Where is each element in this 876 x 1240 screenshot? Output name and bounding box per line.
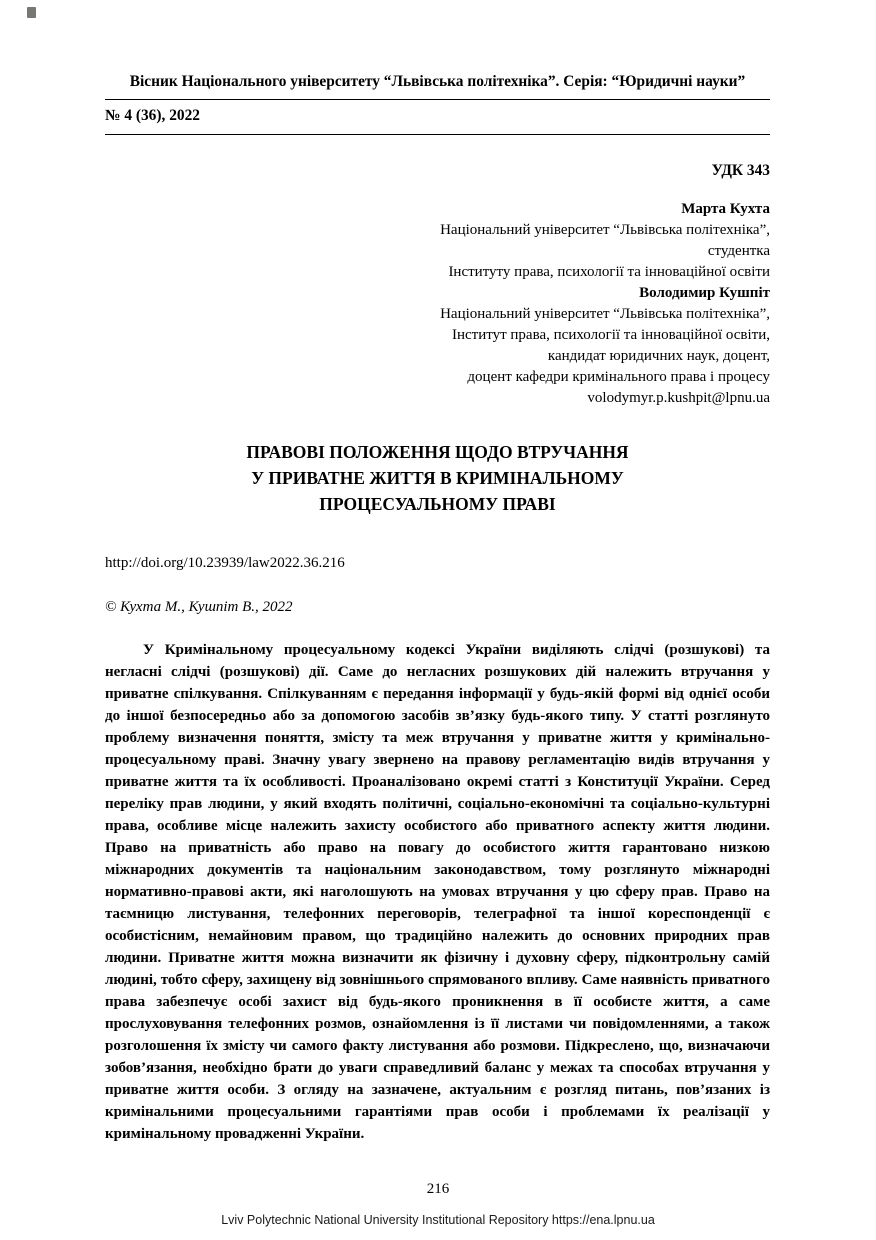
author-email: volodymyr.p.kushpit@lpnu.ua	[587, 390, 770, 406]
journal-header: Вісник Національного університету “Львівська політехніка”. Серія: “Юридичні науки”	[129, 73, 746, 90]
header-rule-bottom	[105, 134, 770, 135]
paper-title-line: ПРОЦЕСУАЛЬНОМУ ПРАВІ	[319, 494, 556, 514]
paper-title-line: У ПРИВАТНЕ ЖИТТЯ В КРИМІНАЛЬНОМУ	[251, 468, 624, 488]
author-affiliation-line: Інститут права, психології та інноваційної освіти,	[451, 327, 770, 343]
author-affiliation-line: доцент кафедри кримінального права і процесу	[467, 369, 770, 385]
repository-footer: Lviv Polytechnic National University Institutional Repository https://ena.lpnu.ua	[221, 1213, 655, 1227]
scan-artifact	[27, 7, 36, 18]
author-affiliation-line: Національний університет “Львівська політехніка”,	[440, 306, 770, 322]
authors-block	[105, 199, 770, 409]
author-affiliation-line: Інституту права, психології та інноваційної освіти	[448, 264, 770, 280]
author-affiliation-line: студентка	[707, 243, 770, 259]
paper-title	[105, 439, 770, 517]
author-name: Марта Кухта	[681, 201, 770, 217]
author-name: Володимир Кушпіт	[639, 285, 770, 301]
author-affiliation-line: Національний університет “Львівська політехніка”,	[440, 222, 770, 238]
udc-code: УДК 343	[711, 162, 770, 179]
page-content	[105, 0, 770, 1145]
author-affiliation-line: кандидат юридичних наук, доцент,	[547, 348, 770, 364]
page-number: 216	[426, 1181, 450, 1197]
paper-title-line: ПРАВОВІ ПОЛОЖЕННЯ ЩОДО ВТРУЧАННЯ	[246, 442, 629, 462]
issue-number: № 4 (36), 2022	[105, 107, 200, 124]
copyright-line: © Кухта М., Кушпіт В., 2022	[105, 599, 293, 615]
doi-text: http://doi.org/10.23939/law2022.36.216	[105, 555, 345, 571]
abstract-paragraph: У Кримінальному процесуальному кодексі України виділяють слідчі (розшукові) та негласні слідчі (розшукові) дії. Саме до негласних розшукових дій належить втручання у приватне спілкування. Спілкуванням є передання інформації у будь-якій формі від однієї особи до іншої безпосередньо або за допомогою засобів зв’язку будь-якого типу. У статті розглянуто проблему визначення поняття, змісту та меж втручання у приватне життя у кримінально-процесуальному праві. Значну увагу звернено на правову регламентацію видів втручання у приватне життя та їх особливості. Проаналізовано окремі статті з Конституції України. Серед переліку прав людини, у який входять політичні, соціально-економічні та соціально-культурні права, особливе місце належить захисту особистого або приватного аспекту життя людини. Право на приватність або право на повагу до особистого життя гарантовано низкою міжнародних документів та національним законодавством, тому розглянуто міжнародні нормативно-правові акти, які наголошують на умовах втручання у цю сферу прав. Право на таємницю листування, телефонних переговорів, телеграфної та іншої кореспонденції є особистісним, немайновим правом, що традиційно належить до основних природних прав людини. Приватне життя можна визначити як фізичну і духовну сферу, підконтрольну самій людині, тобто сферу, захищену від зовнішнього спрямованого впливу. Саме наявність приватного права забезпечує особі захист від будь-якого проникнення в її особисте життя, а саме прослуховування телефонних розмов, ознайомлення із її листами чи повідомленнями, а також розголошення їх змісту чи самого факту листування або розмови. Підкреслено, що, визначаючи зобов’язання, необхідно брати до уваги справедливий баланс у межах та способах втручання у приватне життя особи. З огляду на зазначене, актуальним є розгляд питань, пов’язаних із кримінальними процесуальними гарантіями прав особи і проблемами їх реалізації у кримінальному провадженні України.	[105, 642, 770, 1142]
